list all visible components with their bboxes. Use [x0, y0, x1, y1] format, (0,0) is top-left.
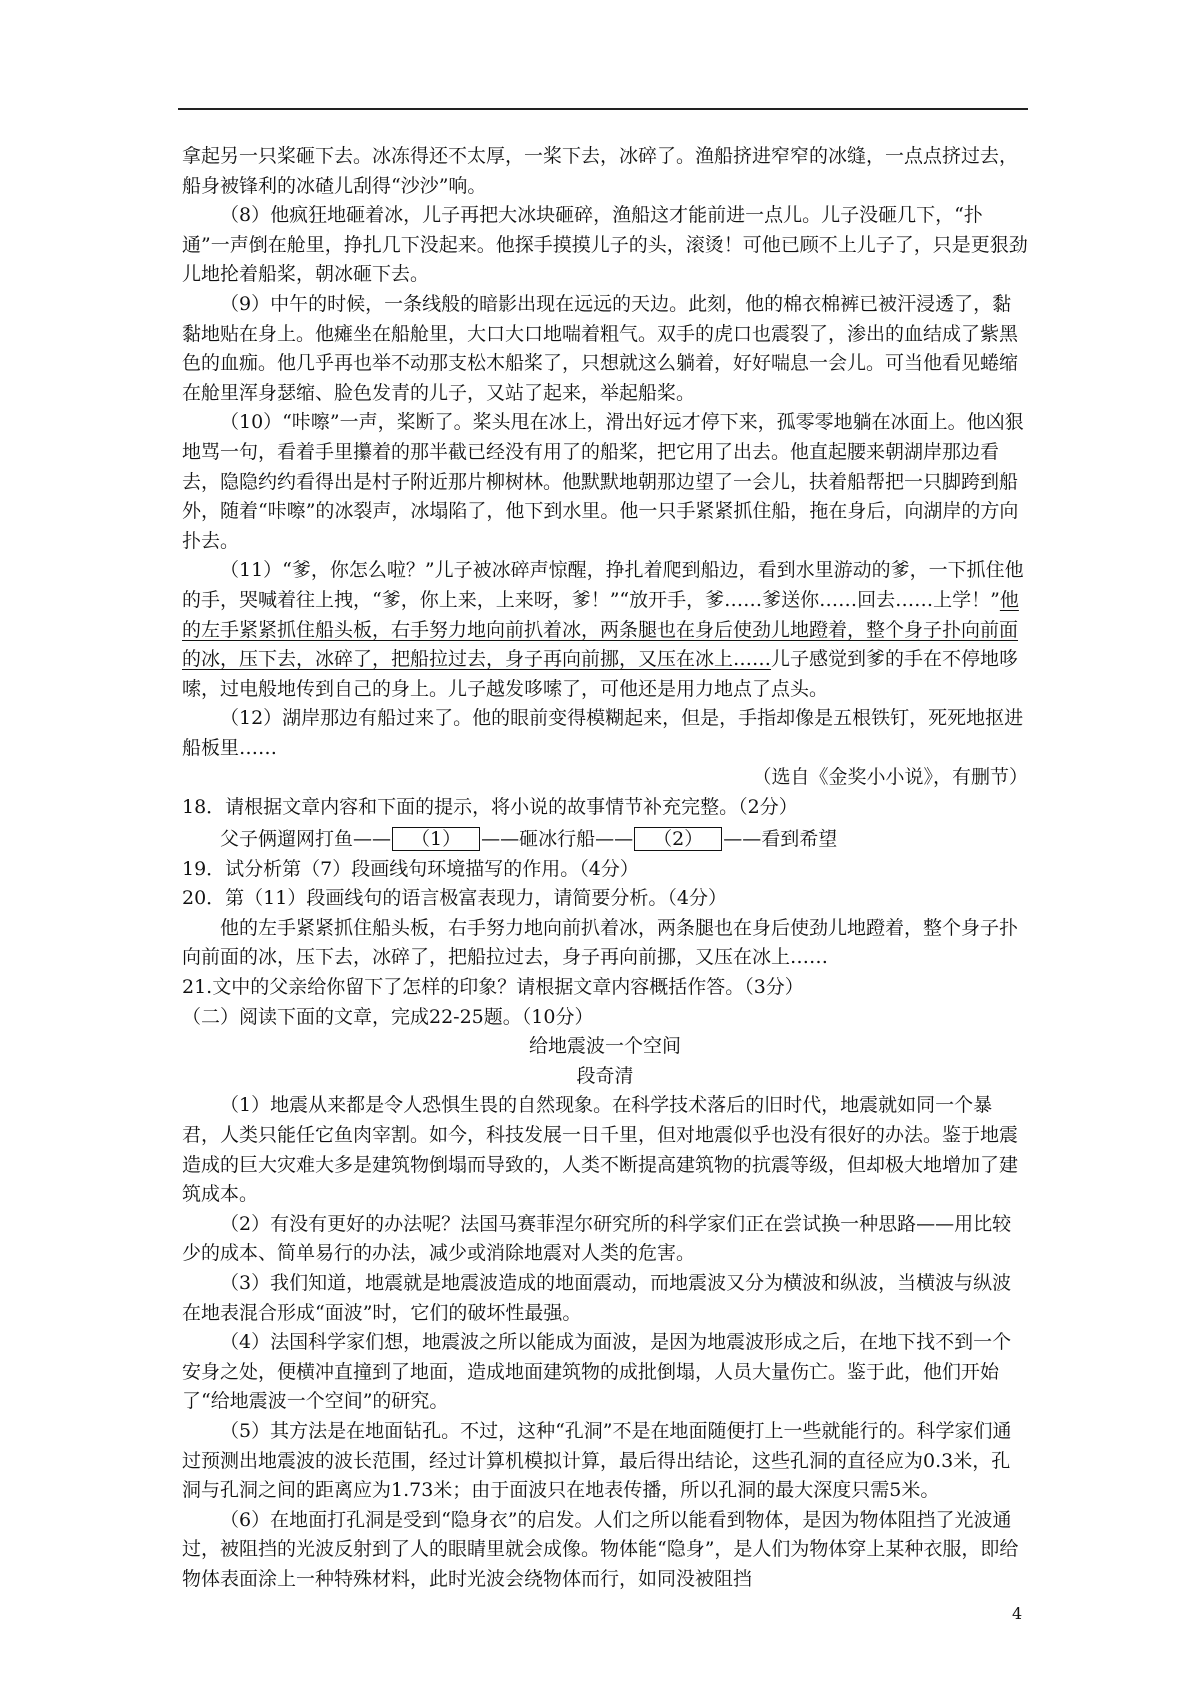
- story-paragraph-8: （8）他疯狂地砸着冰，儿子再把大冰块砸碎，渔船这才能前进一点儿。儿子没砸几下，“扑通”一声倒在舱里，挣扎几下没起来。他探手摸摸儿子的头，滚烫！可他已顾不上儿子了，只是更狠劲儿地抡着船桨，朝冰砸下去。: [182, 204, 1028, 286]
- question-18: 18．请根据文章内容和下面的提示，将小说的故事情节补充完整。（2分）: [182, 796, 798, 819]
- story-paragraph-10: （10）“咔嚓”一声，桨断了。桨头甩在冰上，滑出好远才停下来，孤零零地躺在冰面上。他凶狠地骂一句，看着手里攥着的那半截已经没有用了的船桨，把它用了出去。他直起腰来朝湖岸那边看去，隐隐约约看得出是村子附近那片柳树林。他默默地朝那边望了一会儿，扶着船帮把一只脚跨到船外，随着“咔嚓”的冰裂声，冰塌陷了，他下到水里。他一只手紧紧抓住船，拖在身后，向湖岸的方向扑去。: [182, 411, 1024, 552]
- question-20-quote: 他的左手紧紧抓住船头板，右手努力地向前扒着冰，两条腿也在身后使劲儿地蹬着，整个身子扑向前面的冰，压下去，冰碎了，把船拉过去，身子再向前挪，又压在冰上……: [182, 916, 1019, 969]
- story-paragraph-continued: 拿起另一只桨砸下去。冰冻得还不太厚，一桨下去，冰碎了。渔船挤进窄窄的冰缝，一点点挤过去，船身被锋利的冰碴儿刮得“沙沙”响。: [182, 145, 1019, 197]
- article-title: 给地震波一个空间: [528, 1035, 681, 1058]
- paragraph-11-text: （11）“爹，你怎么啦？”儿子被冰碎声惊醒，挣扎着爬到船边，看到水里游动的爹，一下抓住他的手，哭喊着往上拽，“爹，你上来，上来呀，爹！”“放开手，爹……爹送你……回去……上学！”: [182, 559, 1024, 611]
- article-paragraph-4: （4）法国科学家们想，地震波之所以能成为面波，是因为地震波形成之后，在地下找不到一个安身之处，便横冲直撞到了地面，造成地面建筑物的成批倒塌，人员大量伤亡。鉴于此，他们开始了“给地震波一个空间”的研究。: [182, 1331, 1012, 1413]
- underlined-sentence: 他的左手紧紧抓住船头板，右手努力地向前扒着冰，两条腿也在身后使劲儿地蹬着，整个身子扑向前面的冰，压下去，冰碎了，把船拉过去，身子再向前挪，又压在冰上……: [182, 588, 1019, 671]
- flow-arrow: ——: [595, 827, 634, 850]
- flow-arrow: ——: [723, 827, 762, 850]
- answer-box-2[interactable]: （2）: [634, 827, 722, 851]
- flow-step-2: 砸冰行船: [519, 827, 596, 850]
- article-paragraph-1: （1）地震从来都是令人恐惧生畏的自然现象。在科学技术落后的旧时代，地震就如同一个暴君，人类只能任它鱼肉宰割。如今，科技发展一日千里，但对地震似乎也没有很好的办法。鉴于地震造成的巨大灾难大多是建筑物倒塌而导致的，人类不断提高建筑物的抗震等级，但却极大地增加了建筑成本。: [182, 1094, 1019, 1206]
- section-2-heading: （二）阅读下面的文章，完成22-25题。（10分）: [182, 1005, 594, 1028]
- header-rule: [178, 108, 1028, 110]
- page-number: 4: [1012, 1604, 1023, 1623]
- article-paragraph-6: （6）在地面打孔洞是受到“隐身衣”的启发。人们之所以能看到物体，是因为物体阻挡了光波通过，被阻挡的光波反射到了人的眼睛里就会成像。物体能“隐身”，是人们为物体穿上某种衣服，即给物体表面涂上一种特殊材料，此时光波会绕物体而行，如同没被阻挡: [182, 1508, 1019, 1590]
- story-paragraph-9: （9）中午的时候，一条线般的暗影出现在远远的天边。此刻，他的棉衣棉裤已被汗浸透了，黏黏地贴在身上。他瘫坐在船舱里，大口大口地喘着粗气。双手的虎口也震裂了，渗出的血结成了紫黑色的血痂。他几乎再也举不动那支松木船桨了，只想就这么躺着，好好喘息一会儿。可当他看见蜷缩在舱里浑身瑟缩、脸色发青的儿子，又站了起来，举起船桨。: [182, 292, 1019, 404]
- question-19: 19．试分析第（7）段画线句环境描写的作用。（4分）: [182, 857, 639, 880]
- answer-box-1[interactable]: （1）: [392, 827, 480, 851]
- article-paragraph-2: （2）有没有更好的办法呢？法国马赛菲涅尔研究所的科学家们正在尝试换一种思路——用比较少的成本、简单易行的办法，减少或消除地震对人类的危害。: [182, 1212, 1012, 1265]
- story-paragraph-11: [182, 556, 1028, 704]
- article-paragraph-5: （5）其方法是在地面钻孔。不过，这种“孔洞”不是在地面随便打上一些就能行的。科学家们通过预测出地震波的波长范围，经过计算机模拟计算，最后得出结论，这些孔洞的直径应为0.3米，孔洞与孔洞之间的距离应为1.73米；由于面波只在地表传播，所以孔洞的最大深度只需5米。: [182, 1419, 1012, 1502]
- article-paragraph-3: （3）我们知道，地震就是地震波造成的地面震动，而地震波又分为横波和纵波，当横波与纵波在地表混合形成“面波”时，它们的破坏性最强。: [182, 1271, 1012, 1324]
- story-paragraph-12: （12）湖岸那边有船过来了。他的眼前变得模糊起来，但是，手指却像是五根铁钉，死死地抠进船板里……: [182, 707, 1024, 759]
- flow-arrow: ——: [481, 827, 520, 850]
- flow-arrow: ——: [353, 827, 392, 850]
- paragraph-11-ending: 儿子感觉到爹的手在不停地哆嗦，过电般地传到自己的身上。儿子越发哆嗦了，可他还是用力地点了点头。: [182, 648, 1019, 700]
- plot-flow: [182, 823, 1028, 855]
- source-note: （选自《金奖小小说》，有删节）: [752, 766, 1028, 789]
- article-author: 段奇清: [576, 1064, 634, 1087]
- document-body: [182, 142, 1028, 1595]
- question-20: 20．第（11）段画线句的语言极富表现力，请简要分析。（4分）: [182, 887, 727, 910]
- question-21: 21.文中的父亲给你留下了怎样的印象？请根据文章内容概括作答。（3分）: [182, 976, 804, 999]
- flow-step-1: 父子俩遛网打鱼: [220, 827, 354, 850]
- flow-step-3: 看到希望: [761, 827, 838, 850]
